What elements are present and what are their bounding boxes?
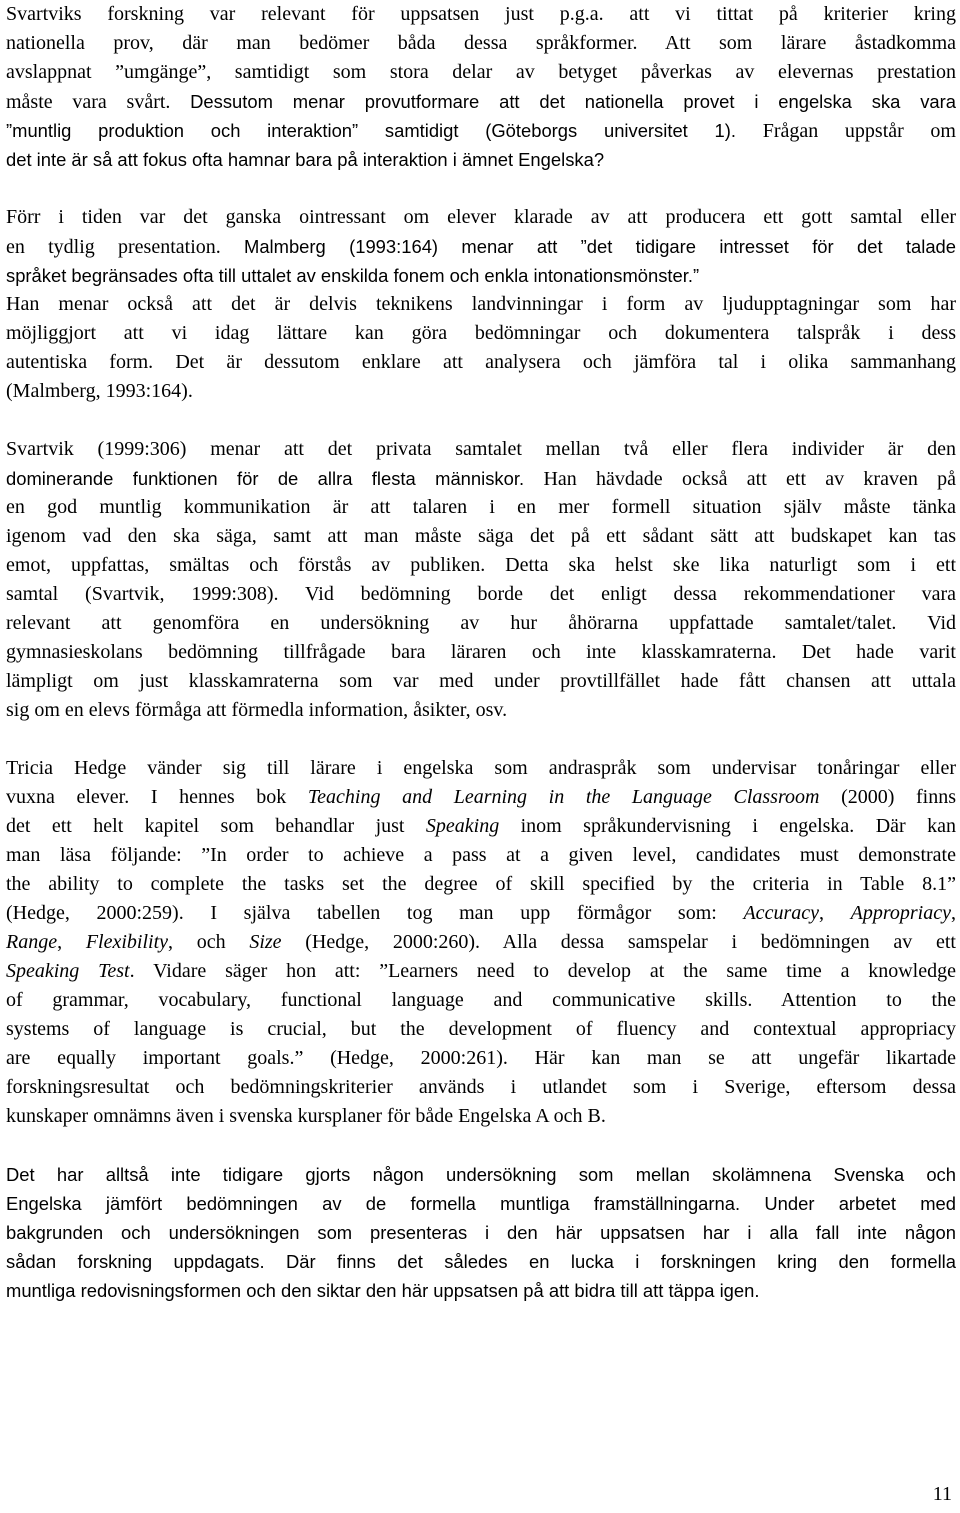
text-segment: avslappnat ”umgänge”, samtidigt som stora delar av betyget påverkas av elevernas prestation (6, 61, 956, 83)
text-segment: Tricia Hedge vänder sig till lärare i engelska som andraspråk som undervisar tonåringar eller (6, 757, 956, 779)
text-segment: relevant att genomföra en undersökning av hur åhörarna uppfattade samtalet/talet. Vid (6, 612, 956, 634)
page-number: 11 (932, 1483, 952, 1505)
text-line (6, 551, 956, 580)
text-line (6, 841, 956, 870)
italic-text: Accuracy (743, 902, 819, 924)
italic-text: Speaking (425, 815, 500, 837)
paragraph (6, 1160, 956, 1305)
paragraph (6, 0, 956, 174)
text-segment: (Malmberg, 1993:164). (6, 380, 193, 402)
text-segment: Han hävdade också att ett av kraven på (543, 468, 956, 490)
text-line (6, 754, 956, 783)
text-line (6, 609, 956, 638)
text-line (6, 290, 956, 319)
text-line (6, 1276, 956, 1305)
italic-text: Flexibility (85, 931, 168, 953)
text-line (6, 957, 956, 986)
text-line (6, 29, 956, 58)
paragraph-gap (6, 174, 956, 203)
text-segment: , (57, 931, 86, 953)
italic-text: Size (249, 931, 282, 953)
text-line (6, 1073, 956, 1102)
text-segment: man läsa följande: ”In order to achieve a pass at a given level, candidates must demonstrate (6, 844, 956, 866)
text-line (6, 261, 956, 290)
text-line (6, 870, 956, 899)
text-line (6, 377, 956, 406)
text-segment: igenom vad den ska säga, samt att man måste säga det på ett sådant sätt att budskapet kan tas (6, 525, 956, 547)
text-segment: Frågan uppstår om (762, 120, 956, 142)
text-segment: dominerande funktionen för de allra flesta människor. (6, 468, 544, 489)
text-segment: nationella prov, där man bedömer båda dessa språkformer. Att som lärare åstadkomma (6, 32, 956, 54)
text-segment: are equally important goals.” (Hedge, 2000:261). Här kan man se att ungefär likartade (6, 1047, 956, 1069)
italic-text: Speaking Test (6, 960, 130, 982)
text-line (6, 58, 956, 87)
text-line (6, 1218, 956, 1247)
text-segment: språket begränsades ofta till uttalet av enskilda fonem och enkla intonationsmönster.” (6, 265, 700, 286)
text-line (6, 522, 956, 551)
text-segment: lämpligt om just klasskamraterna som var med under provtillfället hade fått chansen att uttala (6, 670, 956, 692)
text-segment: , (818, 902, 851, 924)
text-segment: samtal (Svartvik, 1999:308). Vid bedömning borde det enligt dessa rekommendationer vara (6, 583, 956, 605)
italic-text: Teaching and Learning in the Language Classroom (307, 786, 820, 808)
text-segment: , (951, 902, 956, 924)
text-segment: det inte är så att fokus ofta hamnar bara på interaktion i ämnet Engelska? (6, 149, 605, 170)
text-line (6, 812, 956, 841)
text-segment: bakgrunden och undersökningen som presenteras i den här uppsatsen har i alla fall inte någon (6, 1222, 956, 1243)
text-segment: autentiska form. Det är dessutom enklare att analysera och jämföra tal i olika sammanhang (6, 351, 956, 373)
text-line (6, 1044, 956, 1073)
text-segment: måste vara svårt. (6, 91, 191, 113)
text-line (6, 232, 956, 261)
text-segment: (2000) finns (819, 786, 956, 808)
text-line (6, 0, 956, 29)
text-line (6, 464, 956, 493)
text-line (6, 1189, 956, 1218)
text-line (6, 348, 956, 377)
paragraph (6, 435, 956, 725)
text-line (6, 493, 956, 522)
text-segment: Dessutom menar provutformare att det nationella provet i engelska ska vara (190, 91, 956, 112)
text-line (6, 1247, 956, 1276)
text-segment: det ett helt kapitel som behandlar just (6, 815, 426, 837)
text-line (6, 1015, 956, 1044)
document-page (6, 0, 956, 1305)
text-segment: , och (168, 931, 250, 953)
text-line (6, 928, 956, 957)
text-segment: en tydlig presentation. (6, 236, 244, 258)
paragraph-gap (6, 406, 956, 435)
text-line (6, 435, 956, 464)
paragraph-gap (6, 1131, 956, 1160)
text-segment: Svartviks forskning var relevant för uppsatsen just p.g.a. att vi tittat på kriterier kring (6, 3, 956, 25)
text-line (6, 667, 956, 696)
text-segment: inom språkundervisning i engelska. Där kan (499, 815, 956, 837)
text-line (6, 1102, 956, 1131)
text-segment: (Hedge, 2000:260). Alla dessa samspelar i bedömningen av ett (281, 931, 956, 953)
italic-text: Range (6, 931, 58, 953)
paragraph-gap (6, 725, 956, 754)
text-line (6, 638, 956, 667)
text-segment: en god muntlig kommunikation är att talaren i en mer formell situation själv måste tänka (6, 496, 956, 518)
text-segment: (Hedge, 2000:259). I själva tabellen tog man upp förmågor som: (6, 902, 744, 924)
text-line (6, 986, 956, 1015)
text-segment: vuxna elever. I hennes bok (6, 786, 308, 808)
text-segment: forskningsresultat och bedömningskriterier används i utlandet som i Sverige, eftersom dessa (6, 1076, 956, 1098)
text-line (6, 580, 956, 609)
text-segment: ”muntlig produktion och interaktion” samtidigt (Göteborgs universitet 1). (6, 120, 763, 141)
text-segment: gymnasieskolans bedömning tillfrågade bara läraren och inte klasskamraterna. Det hade varit (6, 641, 956, 663)
paragraph (6, 754, 956, 1131)
text-line (6, 203, 956, 232)
text-segment: sig om en elevs förmåga att förmedla information, åsikter, osv. (6, 699, 508, 721)
text-segment: the ability to complete the tasks set the degree of skill specified by the criteria in Table 8.1” (6, 873, 956, 895)
text-segment: möjliggjort att vi idag lättare kan göra bedömningar och dokumentera talspråk i dess (6, 322, 956, 344)
paragraph (6, 203, 956, 406)
text-line (6, 319, 956, 348)
text-segment: Han menar också att det är delvis teknikens landvinningar i form av ljudupptagningar som har (6, 293, 956, 315)
text-segment: . Vidare säger hon att: ”Learners need to develop at the same time a knowledge (129, 960, 956, 982)
text-line (6, 899, 956, 928)
text-segment: Förr i tiden var det ganska ointressant om elever klarade av att producera ett gott samtal eller (6, 206, 956, 228)
text-segment: kunskaper omnämns även i svenska kursplaner för både Engelska A och B. (6, 1105, 606, 1127)
text-segment: Malmberg (1993:164) menar att ”det tidigare intresset för det talade (244, 236, 957, 257)
text-segment: Det har alltså inte tidigare gjorts någon undersökning som mellan skolämnena Svenska och (6, 1164, 956, 1185)
text-segment: Under arbetet med (764, 1193, 956, 1214)
text-line (6, 1160, 956, 1189)
italic-text: Appropriacy (850, 902, 951, 924)
text-line (6, 145, 956, 174)
text-segment: of grammar, vocabulary, functional language and communicative skills. Attention to the (6, 989, 956, 1011)
text-segment: muntliga redovisningsformen och den siktar den här uppsatsen på att bidra till att täppa igen. (6, 1280, 760, 1301)
text-segment: Engelska jämfört bedömningen av de formella muntliga framställningarna. (6, 1193, 765, 1214)
text-line (6, 87, 956, 116)
text-segment: systems of language is crucial, but the development of fluency and contextual appropriacy (6, 1018, 956, 1040)
text-segment: Svartvik (1999:306) menar att det privata samtalet mellan två eller flera individer är den (6, 438, 956, 460)
text-line (6, 116, 956, 145)
text-line (6, 783, 956, 812)
text-segment: emot, uppfattas, smältas och förstås av publiken. Detta ska helst ske lika naturligt som i ett (6, 554, 956, 576)
text-line (6, 696, 956, 725)
text-segment: sådan forskning uppdagats. Där finns det således en lucka i forskningen kring den formella (6, 1251, 956, 1272)
